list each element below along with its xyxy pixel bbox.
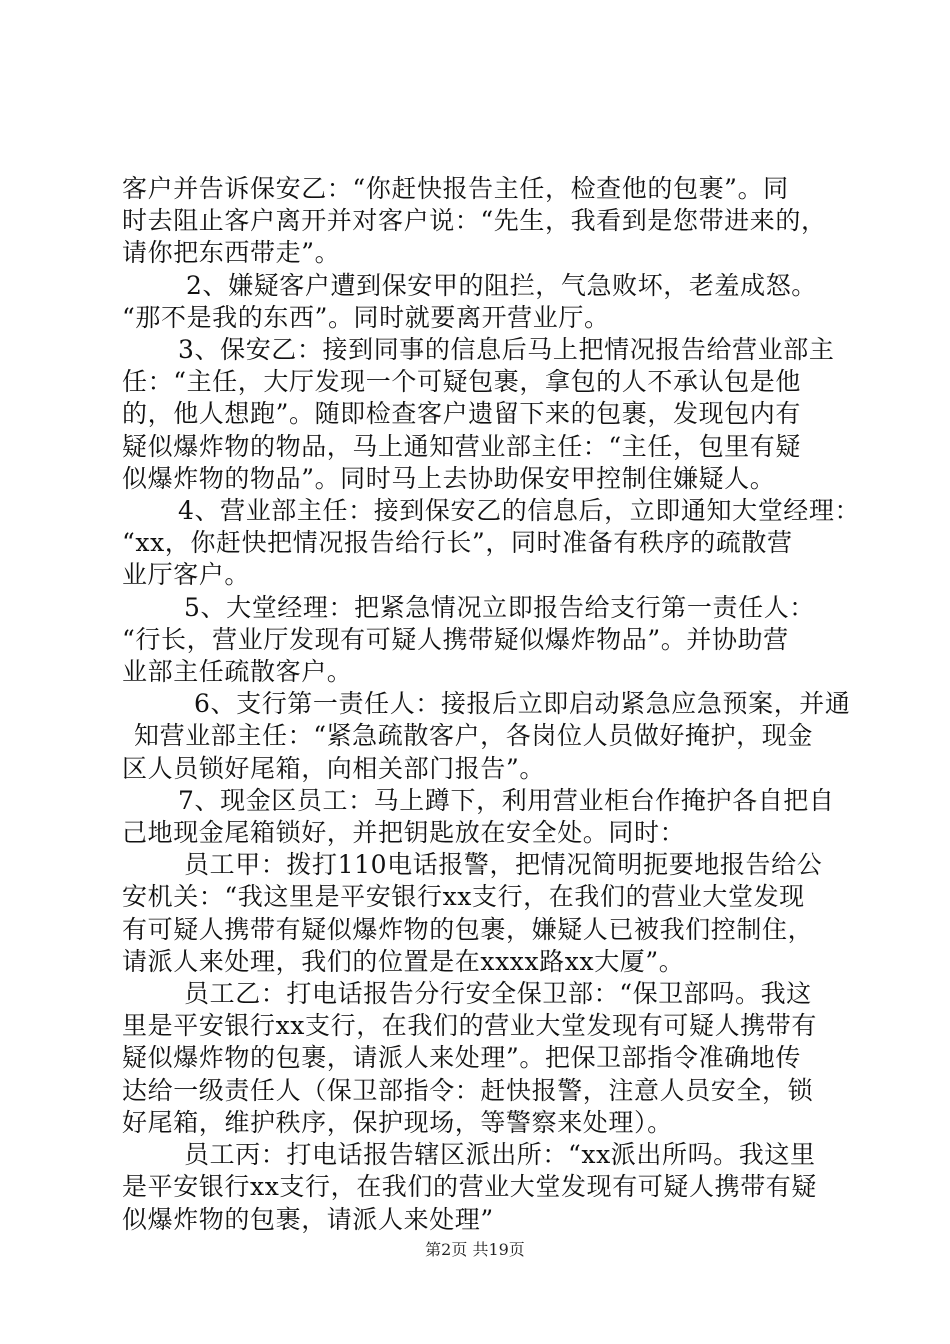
- text-line: 好尾箱，维护秩序，保护现场，等警察来处理）。: [122, 1107, 673, 1137]
- text-line: 4、营业部主任：接到保安乙的信息后，立即通知大堂经理：: [178, 496, 861, 526]
- text-line: 3、保安乙：接到同事的信息后马上把情况报告给营业部主: [178, 335, 835, 365]
- text-line: 7、现金区员工：马上蹲下，利用营业柜台作掩护各自把自: [178, 785, 835, 815]
- text-line: 似爆炸物的包裹，请派人来处理”: [122, 1204, 494, 1234]
- text-line: 疑似爆炸物的包裹，请派人来处理”。把保卫部指令准确地传: [122, 1043, 801, 1073]
- text-line: 区人员锁好尾箱，向相关部门报告”。: [122, 753, 545, 783]
- text-line: 请你把东西带走”。: [122, 238, 341, 268]
- text-line: 客户并告诉保安乙：“你赶快报告主任，检查他的包裹”。同: [122, 174, 789, 203]
- text-line: 员工丙：打电话报告辖区派出所：“xx派出所吗。我这里: [184, 1140, 816, 1170]
- text-line: 员工乙：打电话报告分行安全保卫部：“保卫部吗。我这: [184, 979, 812, 1009]
- text-line: 5、大堂经理：把紧急情况立即报告给支行第一责任人：: [184, 592, 815, 622]
- text-line: 是平安银行xx支行，在我们的营业大堂发现有可疑人携带有疑: [122, 1172, 818, 1202]
- text-line: 业部主任疏散客户。: [122, 657, 353, 687]
- document-body: [122, 173, 861, 1236]
- text-line: 己地现金尾箱锁好，并把钥匙放在安全处。同时：: [122, 818, 686, 848]
- text-line: “那不是我的东西”。同时就要离开营业厅。: [122, 302, 610, 332]
- text-line: 请派人来处理，我们的位置是在xxxx路xx大厦”。: [122, 946, 685, 976]
- text-line: 达给一级责任人（保卫部指令：赶快报警，注意人员安全，锁: [122, 1075, 814, 1105]
- text-line: 有可疑人携带有疑似爆炸物的包裹，嫌疑人已被我们控制住，: [122, 914, 814, 944]
- text-line: “行长，营业厅发现有可疑人携带疑似爆炸物品”。并协助营: [122, 624, 789, 654]
- text-line: 知营业部主任：“紧急疏散客户，各岗位人员做好掩护，现金: [134, 721, 813, 751]
- text-line: “xx，你赶快把情况报告给行长”，同时准备有秩序的疏散营: [122, 528, 793, 558]
- text-line: 安机关：“我这里是平安银行xx支行，在我们的营业大堂发现: [122, 882, 805, 912]
- text-line: 员工甲：拨打110电话报警，把情况简明扼要地报告给公: [184, 850, 823, 880]
- text-line: 似爆炸物的物品”。同时马上去协助保安甲控制住嫌疑人。: [122, 463, 776, 493]
- text-line: 6、支行第一责任人：接报后立即启动紧急应急预案，并通: [194, 689, 851, 719]
- text-line: 2、嫌疑客户遭到保安甲的阻拦，气急败坏，老羞成怒。: [186, 270, 817, 300]
- text-line: 业厅客户。: [122, 560, 251, 590]
- text-line: 任：“主任，大厅发现一个可疑包裹，拿包的人不承认包是他: [122, 367, 801, 397]
- text-line: 疑似爆炸物的物品，马上通知营业部主任：“主任，包里有疑: [122, 431, 801, 461]
- page-number-footer: 第2页 共19页: [425, 1240, 525, 1259]
- text-line: 的，他人想跑”。随即检查客户遗留下来的包裹，发现包内有: [122, 399, 801, 429]
- text-line: 时去阻止客户离开并对客户说：“先生，我看到是您带进来的，: [122, 206, 827, 236]
- text-line: 里是平安银行xx支行，在我们的营业大堂发现有可疑人携带有: [122, 1011, 818, 1041]
